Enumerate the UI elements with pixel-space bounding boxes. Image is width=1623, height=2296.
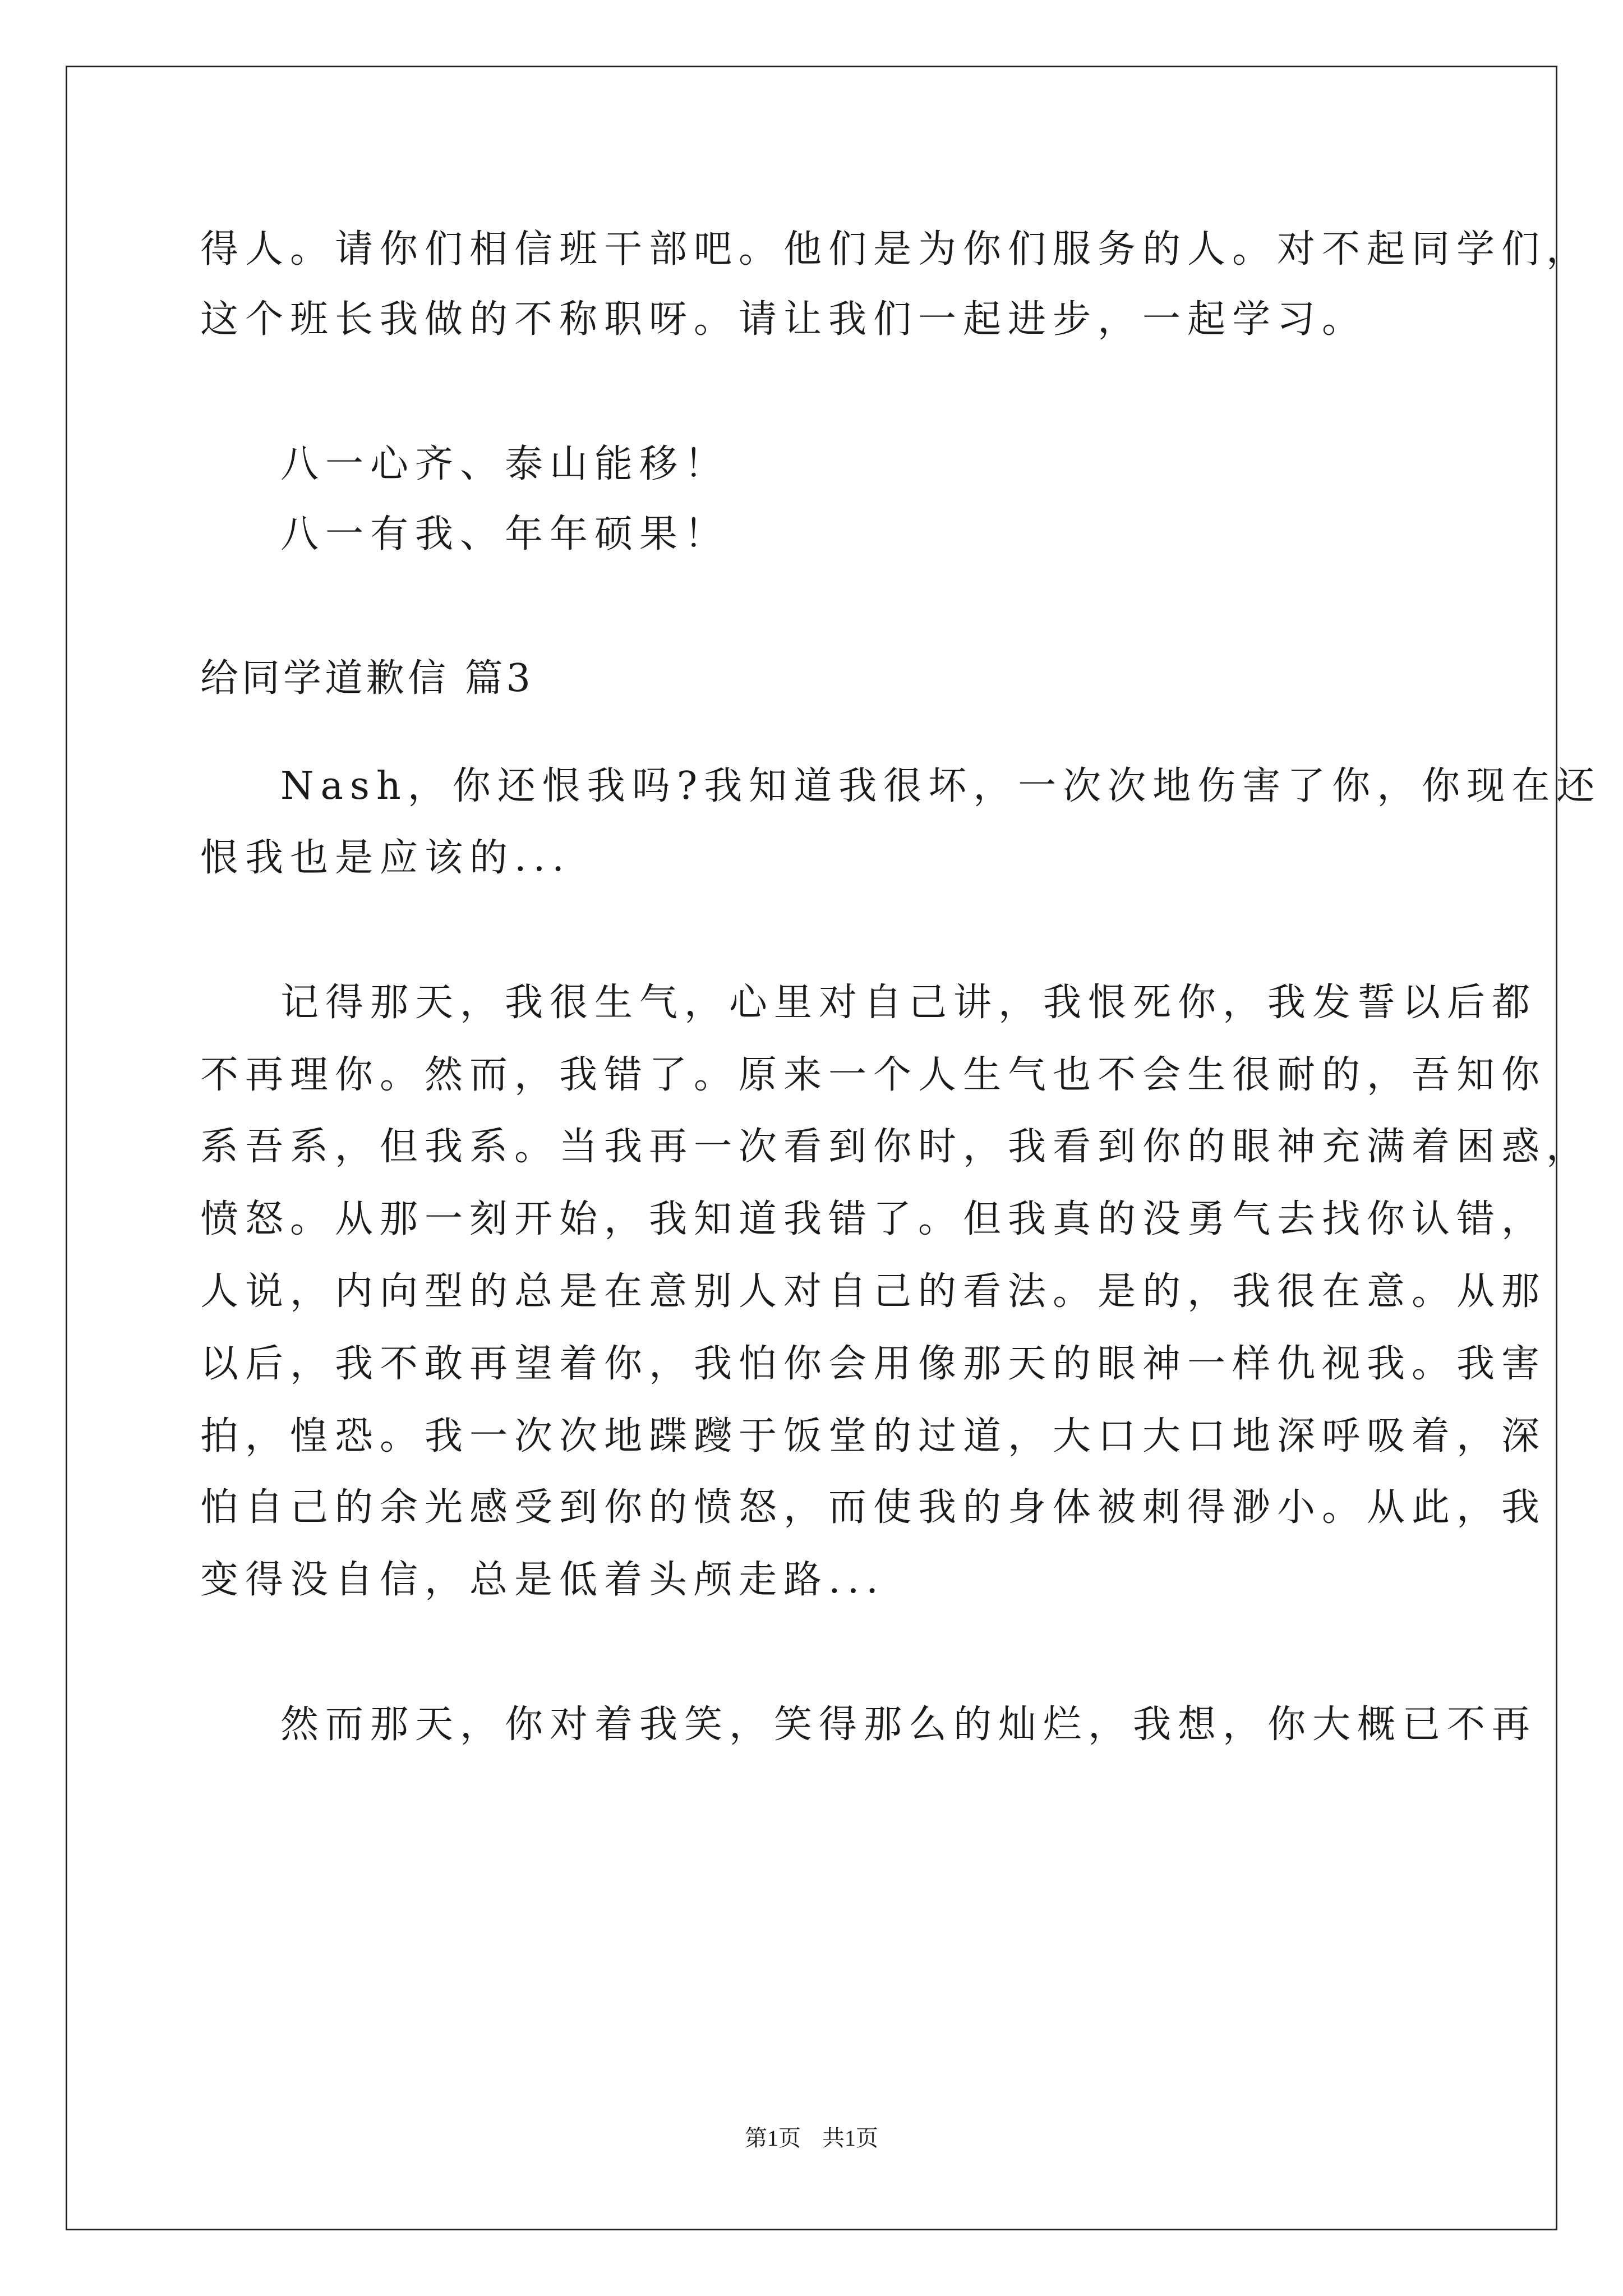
page-number-current: 第1页	[745, 2125, 801, 2151]
body-line: 变得没自信，总是低着头颅走路...	[200, 1558, 885, 1602]
body-line: 这个班长我做的不称职呀。请让我们一起进步，一起学习。	[200, 297, 1367, 342]
body-line: 系吾系，但我系。当我再一次看到你时，我看到你的眼神充满着困惑，	[200, 1125, 1592, 1169]
body-line: 恨我也是应该的...	[200, 836, 571, 880]
body-line: 以后，我不敢再望着你，我怕你会用像那天的眼神一样仇视我。我害	[200, 1342, 1547, 1386]
body-line: 记得那天，我很生气，心里对自己讲，我恨死你，我发誓以后都	[280, 981, 1537, 1025]
body-line: 不再理你。然而，我错了。原来一个人生气也不会生很耐的，吾知你	[200, 1053, 1547, 1097]
body-line: Nash，你还恨我吗?我知道我很坏，一次次地伤害了你，你现在还	[280, 764, 1602, 808]
page-footer	[0, 2124, 1623, 2152]
page-number-total: 共1页	[822, 2125, 878, 2151]
section-heading: 给同学道歉信 篇3	[200, 656, 534, 701]
slogan-line: 八一有我、年年硕果！	[280, 512, 730, 556]
body-line: 怕自己的余光感受到你的愤怒，而使我的身体被刺得渺小。从此，我	[200, 1485, 1547, 1530]
body-line: 得人。请你们相信班干部吧。他们是为你们服务的人。对不起同学们，	[200, 227, 1592, 272]
body-line: 愤怒。从那一刻开始，我知道我错了。但我真的没勇气去找你认错，	[200, 1197, 1547, 1241]
body-line: 拍，惶恐。我一次次地蹀躞于饭堂的过道，大口大口地深呼吸着，深	[200, 1414, 1547, 1458]
body-line: 人说，内向型的总是在意别人对自己的看法。是的，我很在意。从那	[200, 1269, 1547, 1314]
body-line: 然而那天，你对着我笑，笑得那么的灿烂，我想，你大概已不再	[280, 1703, 1537, 1747]
slogan-line: 八一心齐、泰山能移！	[280, 442, 730, 486]
